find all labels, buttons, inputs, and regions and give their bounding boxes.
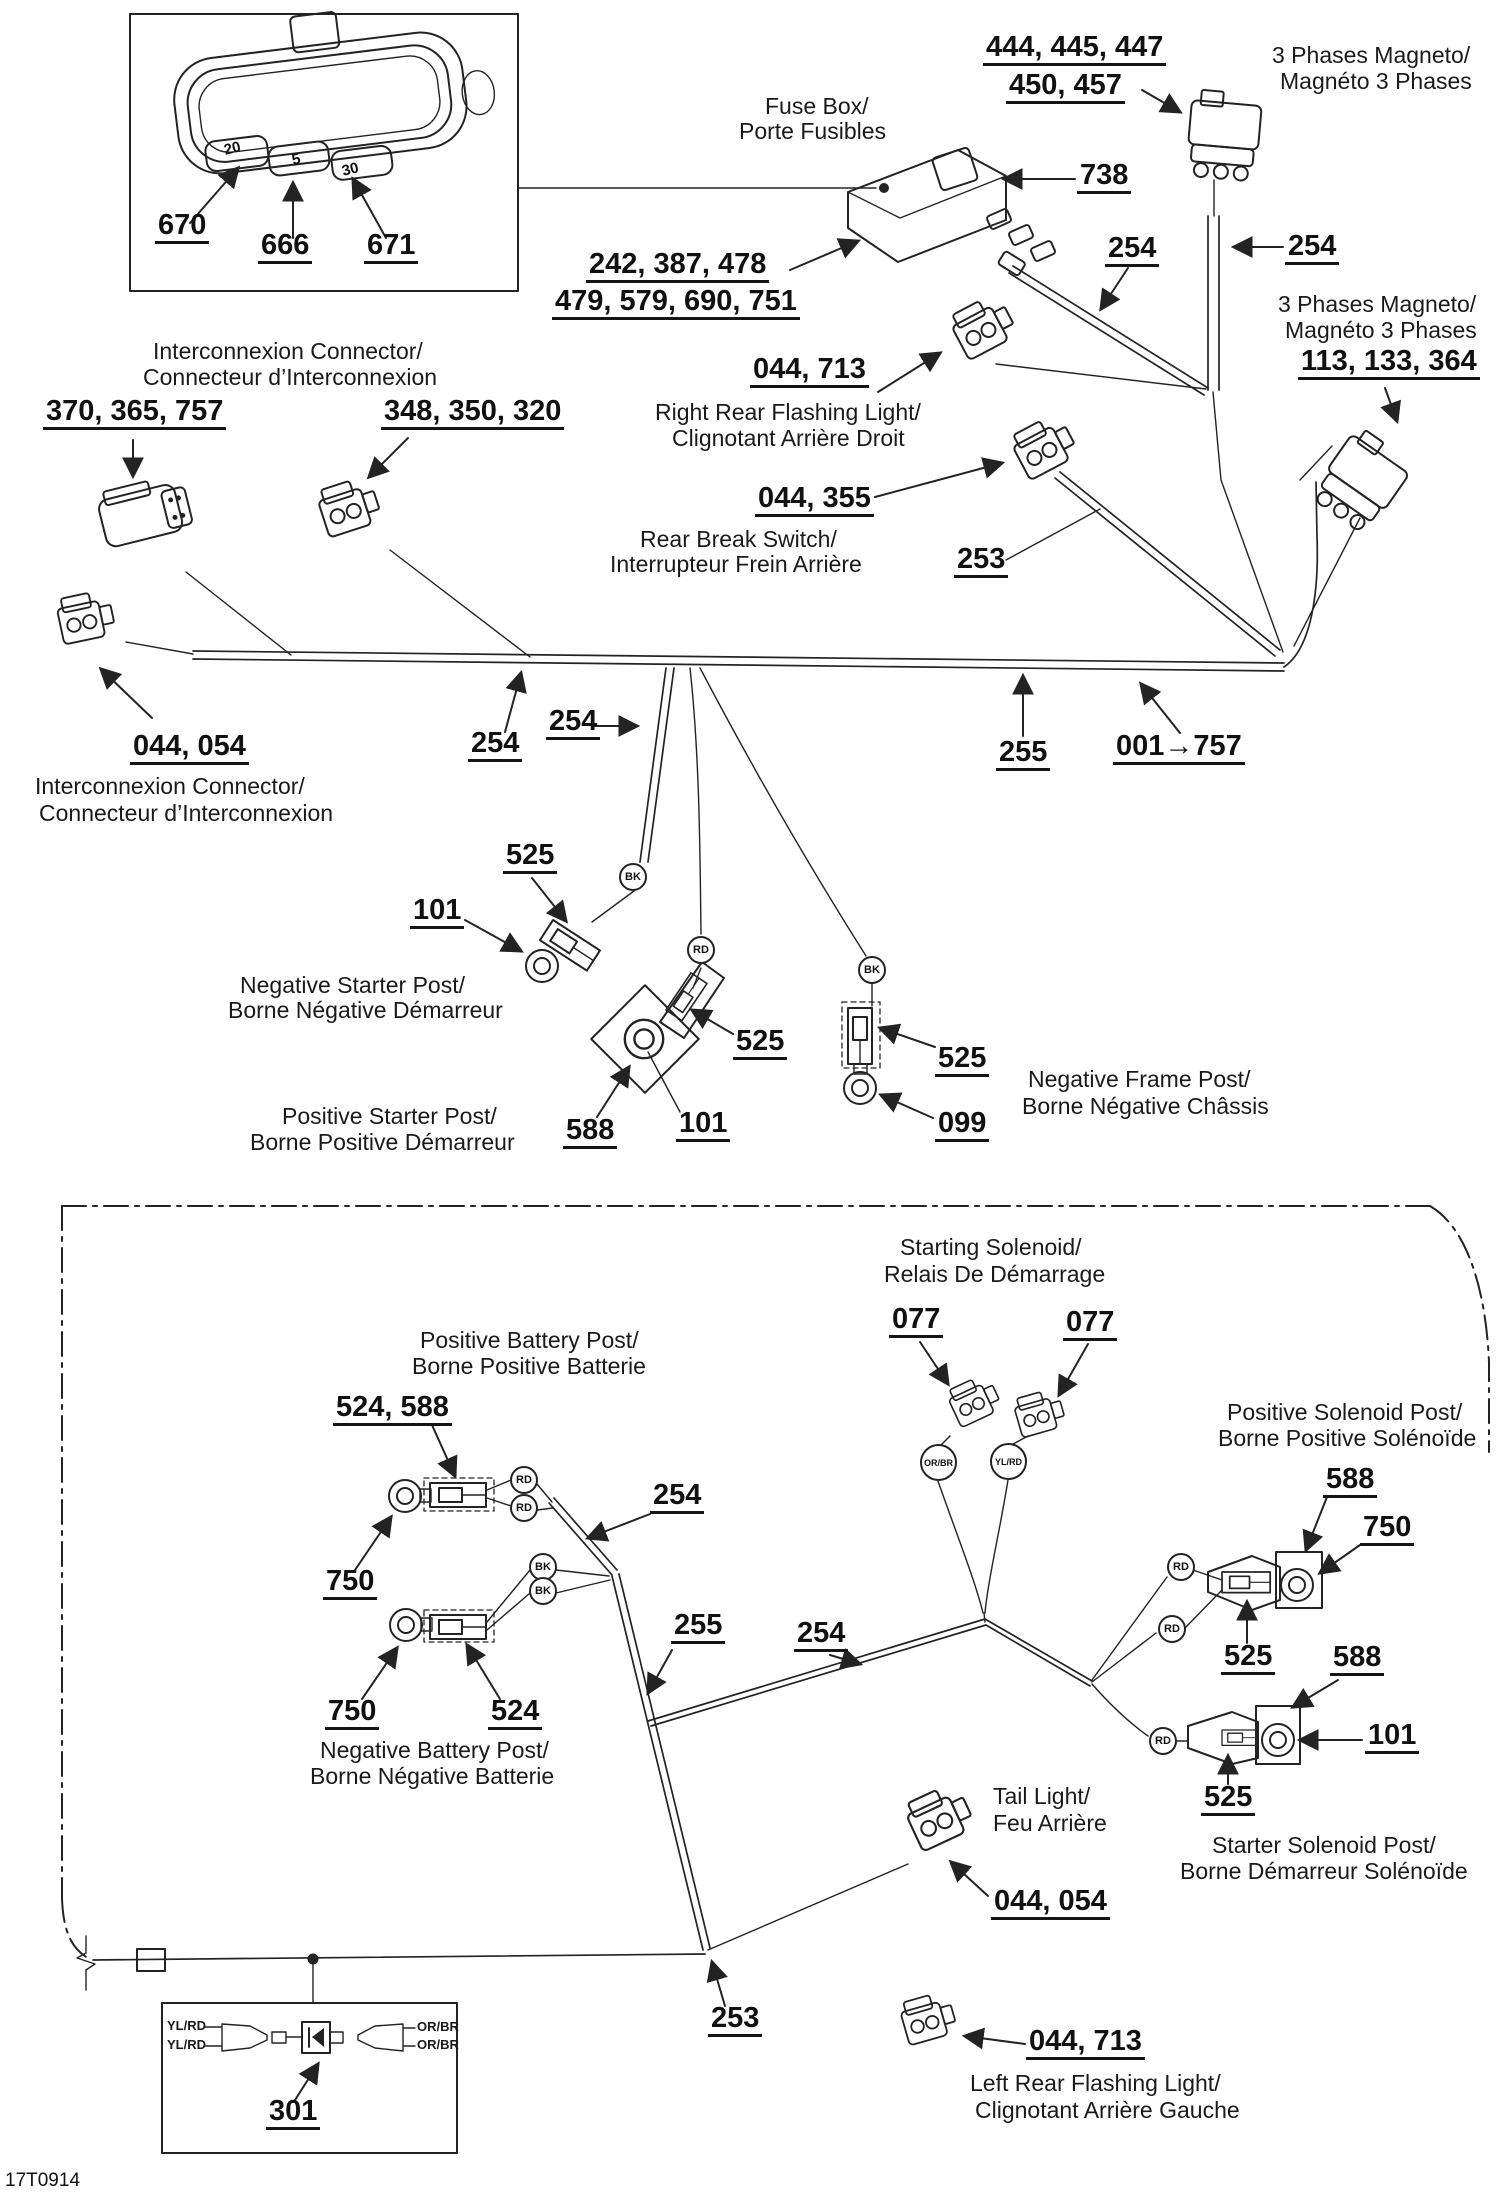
fuse-box-drawing	[848, 147, 1056, 262]
diode-wire-ylrd-1: YL/RD	[167, 2018, 206, 2033]
ref-524-588-battery: 524, 588	[333, 1392, 452, 1426]
left-rear-flashing-label-en: Left Rear Flashing Light/	[970, 2070, 1221, 2096]
ref-525-neg-frame: 525	[935, 1043, 989, 1077]
negative-battery-post-label-fr: Borne Négative Batterie	[310, 1763, 555, 1789]
ref-253-bottom: 253	[708, 2003, 762, 2037]
ref-magneto-top-line1: 444, 445, 447	[983, 32, 1166, 66]
ref-099-neg-frame: 099	[935, 1108, 989, 1142]
diode-wire-ylrd-2: YL/RD	[167, 2037, 206, 2052]
starter-solenoid-post-label-fr: Borne Démarreur Solénoïde	[1180, 1858, 1468, 1884]
ref-750-neg-battery: 750	[325, 1696, 379, 1730]
ref-077-left: 077	[889, 1304, 943, 1338]
wire-color-rd-solenoid-1: RD	[1167, 1553, 1195, 1581]
ref-rear-break-switch: 044, 355	[755, 483, 874, 517]
rear-break-switch-label-fr: Interrupteur Frein Arrière	[610, 551, 862, 577]
negative-battery-post-label-en: Negative Battery Post/	[320, 1737, 549, 1763]
tail-light-label-fr: Feu Arrière	[993, 1810, 1107, 1836]
negative-starter-post-label-en: Negative Starter Post/	[240, 972, 465, 998]
ref-254-vertical: 254	[1285, 231, 1339, 265]
wire-color-rd-solenoid-2: RD	[1158, 1615, 1186, 1643]
magneto-top-label-fr: Magnéto 3 Phases	[1280, 68, 1472, 94]
ref-525-neg-starter: 525	[503, 840, 557, 874]
right-rear-flashing-label-en: Right Rear Flashing Light/	[655, 399, 921, 425]
ref-738: 738	[1077, 160, 1131, 194]
document-code: 17T0914	[5, 2170, 81, 2191]
ref-right-rear-flashing: 044, 713	[750, 354, 869, 388]
fuse-box-label-fr: Porte Fusibles	[739, 118, 887, 144]
ref-525-starter-solenoid: 525	[1201, 1782, 1255, 1816]
magneto-side-label-en: 3 Phases Magneto/	[1278, 291, 1477, 317]
ref-301-diode: 301	[266, 2096, 320, 2130]
ref-254-junction: 254	[546, 706, 600, 740]
ref-525-pos-solenoid: 525	[1221, 1641, 1275, 1675]
ref-588-starter-bracket: 588	[1330, 1642, 1384, 1676]
wire-color-ylrd-solenoid: YL/RD	[990, 1443, 1027, 1480]
negative-starter-post-label-fr: Borne Négative Démarreur	[228, 997, 503, 1023]
ref-magneto-top-line2: 450, 457	[1006, 70, 1125, 104]
ref-fusebox-line1: 242, 387, 478	[586, 249, 769, 283]
fuse-30-label: 30	[340, 159, 361, 180]
ref-666: 666	[258, 230, 312, 264]
ref-fusebox-line2: 479, 579, 690, 751	[552, 286, 800, 320]
ref-interconnexion-right: 348, 350, 320	[381, 396, 564, 430]
interconnexion-left-label-fr: Connecteur d’Interconnexion	[39, 800, 334, 826]
ref-253-rear: 253	[954, 544, 1008, 578]
ref-254-diagonal: 254	[1105, 233, 1159, 267]
ref-750-pos-solenoid: 750	[1360, 1512, 1414, 1546]
wire-color-bk-neg-starter: BK	[619, 863, 647, 891]
wire-color-bk-battery-1: BK	[529, 1553, 557, 1581]
ref-magneto-side: 113, 133, 364	[1298, 346, 1480, 380]
rear-break-switch-label-en: Rear Break Switch/	[640, 526, 837, 552]
ref-525-pos-starter: 525	[733, 1026, 787, 1060]
ref-interconnexion-left-conn: 044, 054	[130, 731, 249, 765]
positive-solenoid-post-label-fr: Borne Positive Solénoïde	[1218, 1425, 1477, 1451]
ref-101-neg-starter: 101	[410, 895, 464, 929]
ref-588-pos-solenoid: 588	[1323, 1464, 1377, 1498]
wire-color-orbr-solenoid: OR/BR	[920, 1444, 957, 1481]
ref-255-lower: 255	[671, 1610, 725, 1644]
ref-670: 670	[155, 210, 209, 244]
starter-solenoid-post-label-en: Starter Solenoid Post/	[1212, 1832, 1436, 1858]
magneto-top-label-en: 3 Phases Magneto/	[1272, 42, 1471, 68]
wire-color-rd-battery-1: RD	[510, 1466, 538, 1494]
positive-battery-post-label-en: Positive Battery Post/	[420, 1327, 639, 1353]
positive-solenoid-post-label-en: Positive Solenoid Post/	[1227, 1399, 1463, 1425]
diode-wire-orbr-1: OR/BR	[417, 2019, 459, 2034]
wire-color-bk-battery-2: BK	[529, 1577, 557, 1605]
magneto-side-label-fr: Magnéto 3 Phases	[1285, 317, 1477, 343]
ref-254-mid: 254	[794, 1618, 848, 1652]
negative-frame-post-label-en: Negative Frame Post/	[1028, 1066, 1251, 1092]
fuse-20-label: 20	[222, 138, 243, 159]
ref-255: 255	[996, 737, 1050, 771]
ref-101-starter-solenoid: 101	[1365, 1720, 1419, 1754]
ref-524-neg-battery: 524	[488, 1696, 542, 1730]
wire-color-rd-starter-solenoid: RD	[1149, 1727, 1177, 1755]
ref-left-rear-flashing: 044, 713	[1026, 2026, 1145, 2060]
starting-solenoid-label-fr: Relais De Démarrage	[884, 1261, 1106, 1287]
right-rear-flashing-label-fr: Clignotant Arrière Droit	[672, 425, 905, 451]
wire-color-rd-battery-2: RD	[510, 1494, 538, 1522]
wire-color-rd-pos-starter: RD	[687, 936, 715, 964]
left-rear-flashing-label-fr: Clignotant Arrière Gauche	[975, 2097, 1240, 2123]
ref-interconnexion-left: 370, 365, 757	[43, 396, 226, 430]
ref-750-pos-battery: 750	[323, 1566, 377, 1600]
positive-starter-post-label-fr: Borne Positive Démarreur	[250, 1129, 515, 1155]
fuse-5-label: 5	[290, 150, 303, 169]
fuse-holder-drawing	[166, 0, 503, 199]
ref-254-harness: 254	[468, 728, 522, 762]
starting-solenoid-label-en: Starting Solenoid/	[900, 1234, 1082, 1260]
ref-101-pos-starter: 101	[676, 1108, 730, 1142]
ref-671: 671	[364, 230, 418, 264]
interconnexion-upper-label-fr: Connecteur d’Interconnexion	[143, 364, 438, 390]
ref-254-battery: 254	[650, 1480, 704, 1514]
positive-battery-post-label-fr: Borne Positive Batterie	[412, 1353, 646, 1379]
tail-light-label-en: Tail Light/	[993, 1783, 1091, 1809]
interconnexion-upper-label-en: Interconnexion Connector/	[153, 338, 423, 364]
ref-001-757: 001→757	[1113, 731, 1245, 765]
ref-077-right: 077	[1063, 1307, 1117, 1341]
ref-tail-light: 044, 054	[991, 1886, 1110, 1920]
ref-588-pos-starter: 588	[563, 1115, 617, 1149]
positive-starter-post-label-en: Positive Starter Post/	[282, 1103, 497, 1129]
fuse-box-label-en: Fuse Box/	[765, 93, 869, 119]
wire-color-bk-neg-frame: BK	[858, 956, 886, 984]
diode-wire-orbr-2: OR/BR	[417, 2037, 459, 2052]
negative-frame-post-label-fr: Borne Négative Châssis	[1022, 1093, 1269, 1119]
interconnexion-left-label-en: Interconnexion Connector/	[35, 773, 305, 799]
